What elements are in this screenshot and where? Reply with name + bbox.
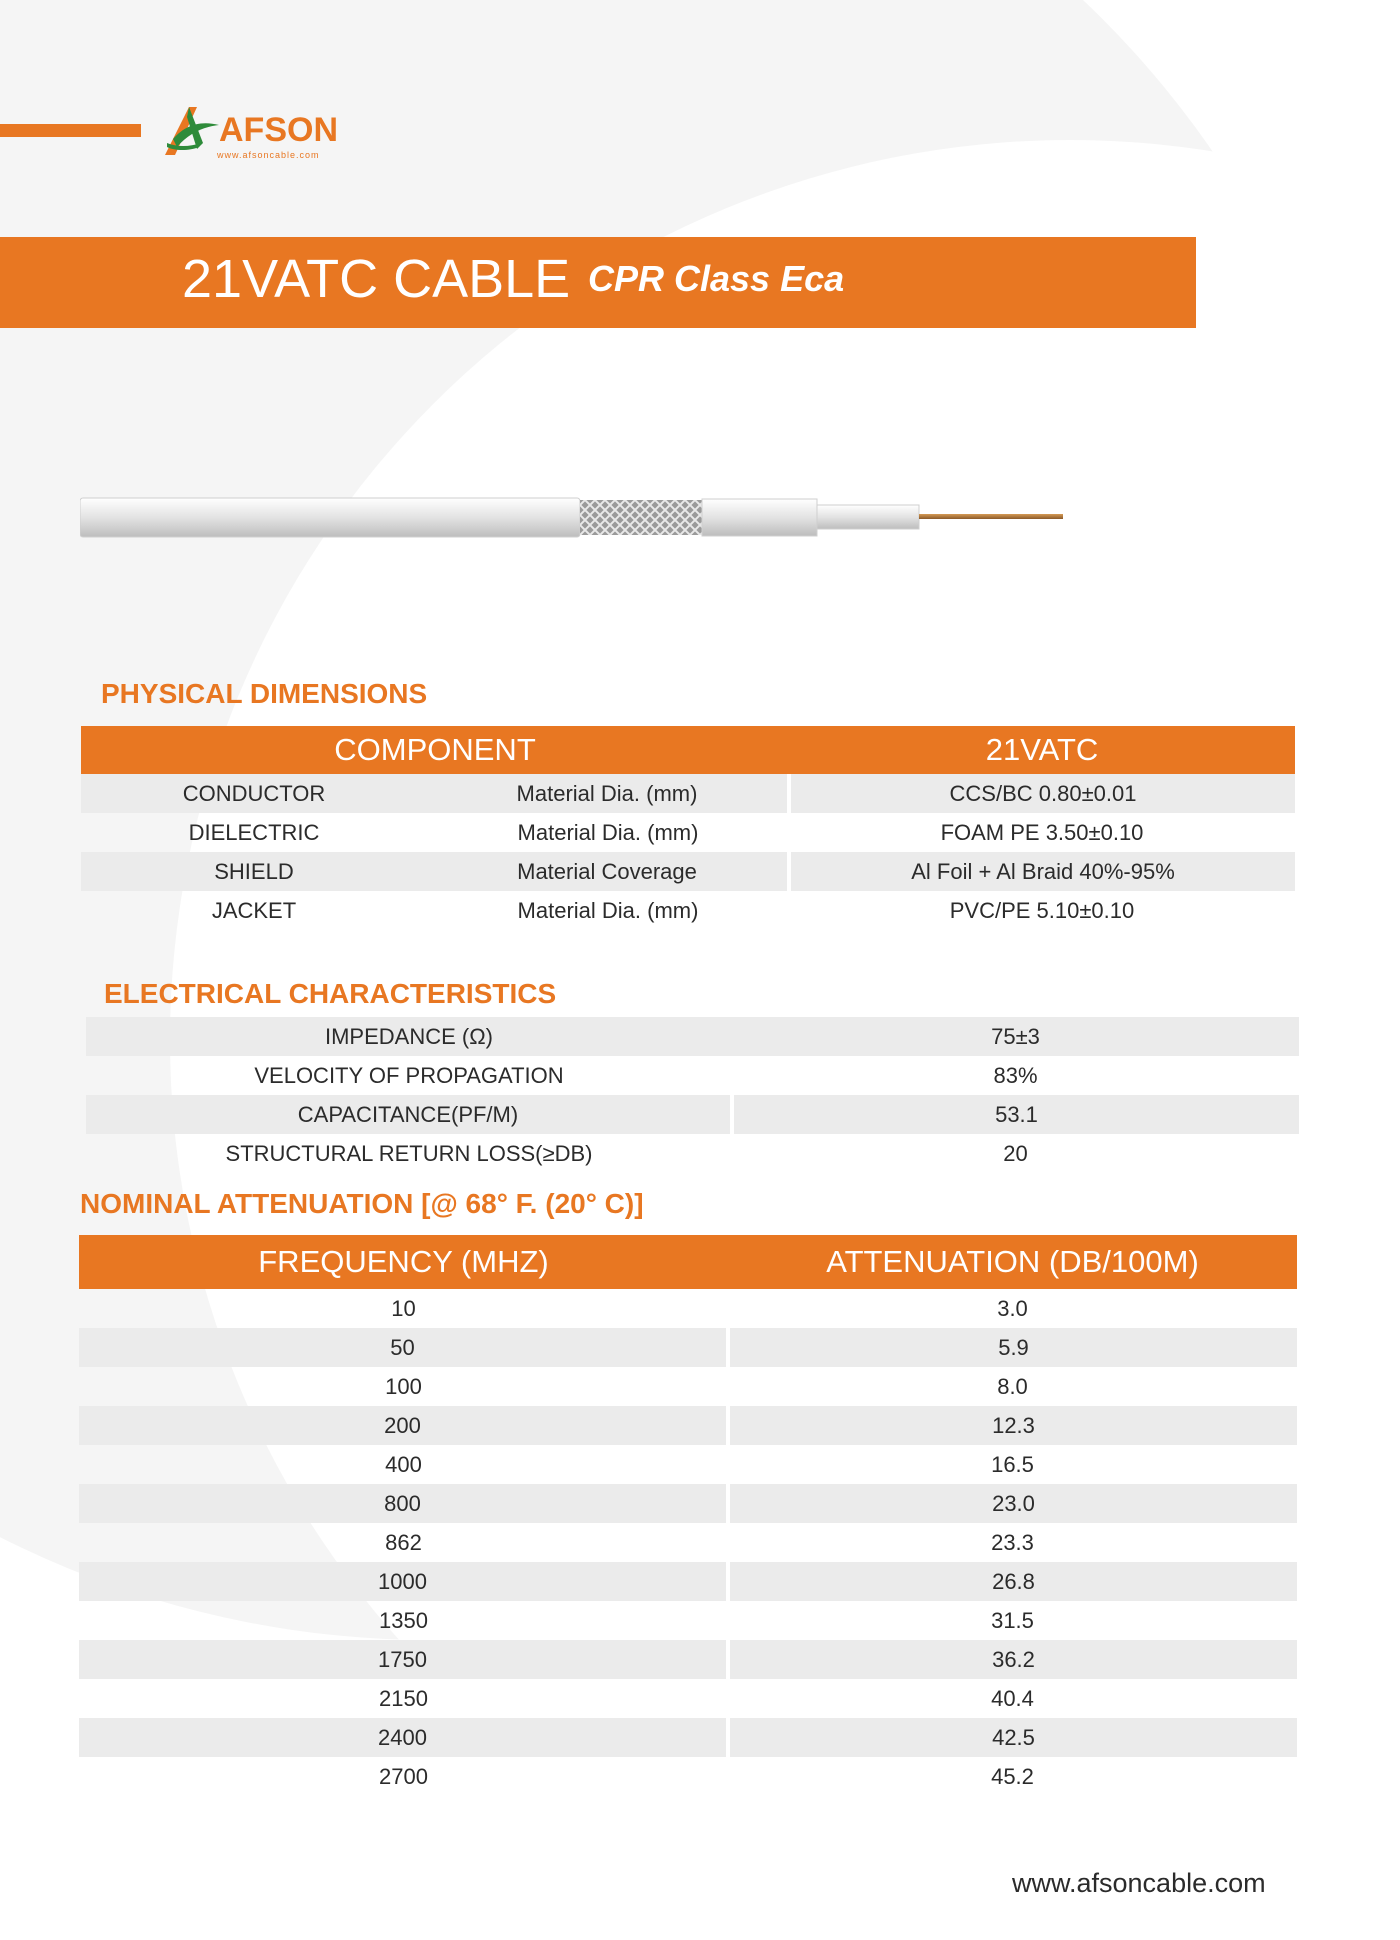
component-cell: SHIELD (81, 852, 427, 891)
property-cell: STRUCTURAL RETURN LOSS(≥DB) (225, 1140, 593, 1166)
table-row (79, 1523, 1297, 1562)
logo-url: www.afsoncable.com (217, 150, 320, 160)
table-row (81, 852, 1295, 891)
frequency-cell: 200 (79, 1406, 728, 1445)
table-row (81, 891, 1295, 930)
frequency-cell: 1750 (79, 1640, 728, 1679)
component-cell: JACKET (211, 897, 297, 923)
table-row (79, 1445, 1297, 1484)
page-subtitle: CPR Class Eca (588, 258, 845, 299)
coaxial-cable-image (80, 495, 1080, 555)
attenuation-cell: 16.5 (991, 1451, 1034, 1477)
component-cell: CONDUCTOR (81, 774, 427, 813)
electrical-table (86, 1017, 1299, 1173)
frequency-cell: 862 (385, 1529, 422, 1555)
table-row (81, 774, 1295, 813)
page-title: 21VATC CABLE (182, 249, 571, 309)
frequency-cell: 1000 (79, 1562, 728, 1601)
table-row (79, 1328, 1297, 1367)
value-cell: 75±3 (732, 1017, 1299, 1056)
physical-header-row (81, 726, 1295, 774)
header-accent-line (0, 124, 141, 137)
frequency-cell: 2700 (379, 1763, 428, 1789)
frequency-cell: 2150 (379, 1685, 428, 1711)
attenuation-cell: 42.5 (728, 1718, 1297, 1757)
frequency-cell: 2400 (79, 1718, 728, 1757)
afson-logo-icon (163, 103, 221, 159)
value-cell: PVC/PE 5.10±0.10 (949, 897, 1135, 923)
value-cell: CCS/BC 0.80±0.01 (789, 774, 1295, 813)
value-cell: 53.1 (732, 1095, 1299, 1134)
property-cell: CAPACITANCE(PF/M) (86, 1095, 732, 1134)
table-row (79, 1562, 1297, 1601)
attenuation-cell: 40.4 (991, 1685, 1034, 1711)
attenuation-header-row (79, 1235, 1297, 1289)
attenuation-cell: 8.0 (997, 1373, 1028, 1399)
table-row (79, 1679, 1297, 1718)
value-cell: 83% (993, 1062, 1038, 1088)
attenuation-cell: 23.0 (728, 1484, 1297, 1523)
table-row (81, 813, 1295, 852)
table-row (79, 1289, 1297, 1328)
property-cell: IMPEDANCE (Ω) (86, 1017, 732, 1056)
physical-heading: PHYSICAL DIMENSIONS (101, 678, 428, 709)
table-row (79, 1718, 1297, 1757)
afson-logo (163, 103, 338, 159)
table-row (79, 1484, 1297, 1523)
header-frequency: FREQUENCY (MHZ) (79, 1235, 728, 1289)
header-model: 21VATC (789, 726, 1295, 774)
property-cell: VELOCITY OF PROPAGATION (254, 1062, 564, 1088)
electrical-heading: ELECTRICAL CHARACTERISTICS (104, 978, 557, 1009)
footer-url[interactable]: www.afsoncable.com (1012, 1868, 1266, 1898)
table-row (86, 1134, 1299, 1173)
table-row (79, 1406, 1297, 1445)
logo-wordmark: AFSON (219, 111, 338, 149)
attenuation-cell: 5.9 (728, 1328, 1297, 1367)
header-attenuation: ATTENUATION (DB/100M) (728, 1235, 1297, 1289)
value-cell: FOAM PE 3.50±0.10 (940, 819, 1144, 845)
attenuation-heading: NOMINAL ATTENUATION [@ 68° F. (20° C)] (80, 1188, 644, 1219)
attenuation-cell: 36.2 (728, 1640, 1297, 1679)
table-row (79, 1640, 1297, 1679)
attenuation-cell: 45.2 (991, 1763, 1034, 1789)
attenuation-cell: 3.0 (997, 1295, 1028, 1321)
attenuation-cell: 12.3 (728, 1406, 1297, 1445)
material-cell: Material Dia. (mm) (427, 774, 789, 813)
table-row (79, 1601, 1297, 1640)
table-row (86, 1095, 1299, 1134)
attenuation-cell: 26.8 (728, 1562, 1297, 1601)
attenuation-cell: 23.3 (991, 1529, 1034, 1555)
material-cell: Material Coverage (427, 852, 789, 891)
frequency-cell: 10 (391, 1295, 416, 1321)
attenuation-cell: 31.5 (991, 1607, 1034, 1633)
table-row (86, 1056, 1299, 1095)
material-cell: Material Dia. (mm) (517, 819, 699, 845)
frequency-cell: 100 (385, 1373, 422, 1399)
attenuation-table (79, 1235, 1297, 1796)
frequency-cell: 1350 (379, 1607, 428, 1633)
frequency-cell: 800 (79, 1484, 728, 1523)
material-cell: Material Dia. (mm) (517, 897, 699, 923)
value-cell: Al Foil + Al Braid 40%-95% (789, 852, 1295, 891)
table-row (79, 1367, 1297, 1406)
component-cell: DIELECTRIC (188, 819, 320, 845)
header-component: COMPONENT (81, 726, 789, 774)
table-row (79, 1757, 1297, 1796)
frequency-cell: 50 (79, 1328, 728, 1367)
value-cell: 20 (1003, 1140, 1028, 1166)
frequency-cell: 400 (385, 1451, 422, 1477)
physical-table (81, 726, 1295, 930)
table-row (86, 1017, 1299, 1056)
